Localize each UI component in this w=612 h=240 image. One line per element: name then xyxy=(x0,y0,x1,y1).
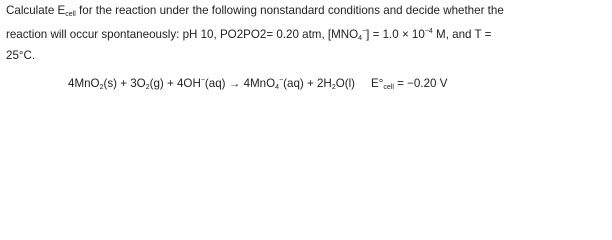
text-segment: ] = 1.0 × 10 xyxy=(366,28,425,41)
equation-segment: (aq) → 4MnO xyxy=(204,77,276,90)
equation-segment: 4MnO xyxy=(68,77,100,90)
superscript: −4 xyxy=(424,28,433,35)
equation-segment: (aq) + 2H xyxy=(283,77,332,90)
subscript: 4 xyxy=(275,84,280,91)
superscript: − xyxy=(362,28,367,35)
text-segment: for the reaction under the following nonstandard conditions and decide whether the xyxy=(75,4,504,17)
standard-potential-label: E° xyxy=(371,77,384,90)
equation-segment: (s) + 3O xyxy=(103,77,146,90)
subscript: cell xyxy=(383,84,394,91)
superscript: − xyxy=(279,77,284,84)
text-segment: M, and T = xyxy=(432,28,492,41)
subscript: 2 xyxy=(145,84,150,91)
subscript: 2 xyxy=(99,84,104,91)
subscript: 4 xyxy=(358,35,363,42)
problem-line-3: 25°C. xyxy=(6,49,36,62)
problem-statement xyxy=(6,2,610,64)
equation-segment: O(l) xyxy=(335,77,356,90)
equation-segment: (g) + 4OH xyxy=(149,77,201,90)
chemical-equation xyxy=(68,72,447,96)
superscript: − xyxy=(200,77,205,84)
text-segment: reaction will occur spontaneously: pH 10, PO2PO2= 0.20 atm, [MNO xyxy=(6,28,359,41)
problem-line-2 xyxy=(6,23,610,47)
subscript: cell xyxy=(65,11,76,18)
standard-potential-value: = −0.20 V xyxy=(393,77,448,90)
problem-line-1 xyxy=(6,2,610,23)
subscript: 2 xyxy=(331,84,336,91)
text-segment: Calculate E xyxy=(6,4,66,17)
